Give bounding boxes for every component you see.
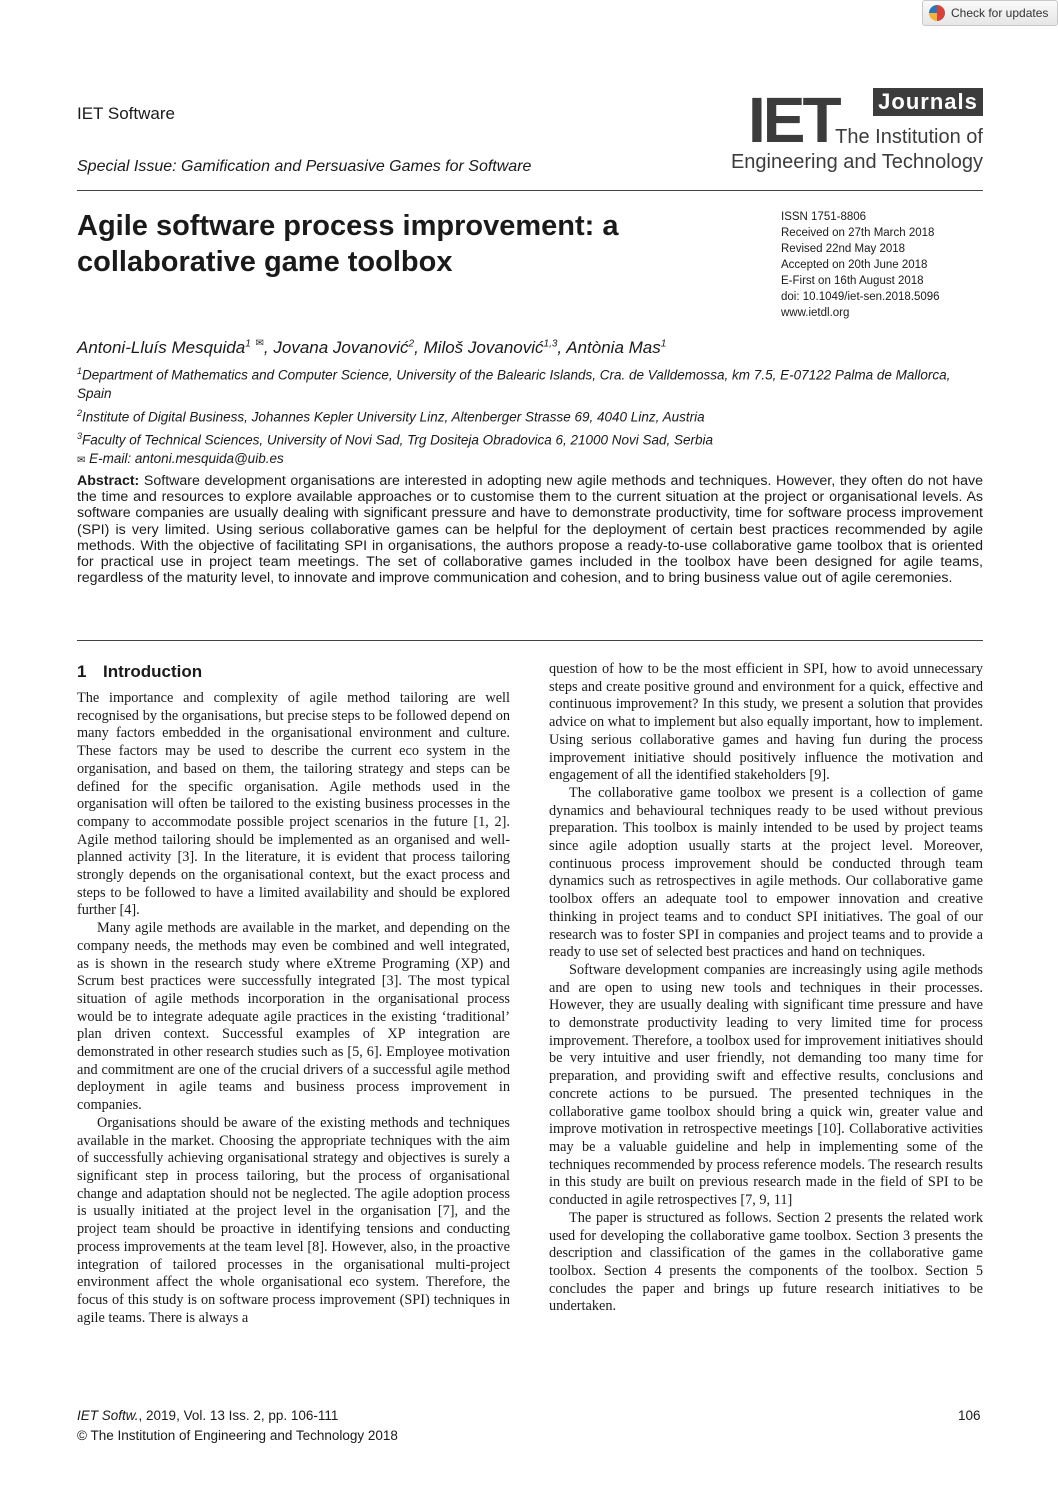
check-for-updates-button[interactable] (922, 0, 1058, 26)
abstract-divider (77, 640, 983, 641)
issn: ISSN 1751-8806 (781, 211, 867, 223)
section-number: 1 (77, 662, 87, 681)
author-name: Jovana Jovanović (273, 338, 409, 357)
author-name: Antònia Mas (566, 338, 661, 357)
affiliation: $^1$Department of Mathematics and Computer Science, University of the Balearic Islands, Cra. de Valldemossa, km 7.5, E-07122 Palma de Mallorca, Spain (77, 366, 951, 401)
paragraph: The collaborative game toolbox we present is a collection of game dynamics and behavioural techniques ready to be used without previous preparation. This toolbox is mainly intended to be used by project teams since agile adoption usually starts at the project level. Moreover, continuous process improvement should be conducted through team dynamics such as retrospectives in agile methods. Our collaborative game toolbox offers an adequate tool to empower innovation and creative thinking in project teams and to conduct SPI initiatives. The goal of our research was to foster SPI in companies and project teams and to provide a ready to use set of selected best practices and hand on techniques. (549, 784, 983, 961)
affiliations (77, 362, 977, 470)
author-affiliation-mark: 2 (408, 338, 415, 350)
paragraph: Many agile methods are available in the market, and depending on the company needs, the methods may even be combined and well integrated, as is shown in the research study where eXtreme Programing (XP) and Scrum best practices were successfully integrated [3]. The most typical situation of agile methods incorporation in the organisational process would be to integrate adequate agile practices in the existing ‘traditional’ plan driven context. Successful examples of XP integration are demonstrated in other research studies such as [5, 6]. Employee motivation and commitment are one of the crucial drivers of a successful agile method deployment in agile teams and business process improvement in companies. (77, 920, 510, 1114)
envelope-icon: ✉ (255, 338, 264, 350)
envelope-icon: ✉ (77, 454, 86, 466)
body-column-left (77, 690, 510, 1327)
citation-details: , 2019, Vol. 13 Iss. 2, pp. 106-111 (138, 1408, 339, 1423)
paragraph: The importance and complexity of agile method tailoring are well recognised by the organisations, but precise steps to be followed depend on many factors embedded in the organisational environment and culture. These factors may be used to describe the current eco system in the organisation, and based on them, the tailoring strategy and steps can be defined for the specific organisation. Agile methods used in the organisation will often be tailored to the existing business processes in the company to accommodate possible project scenarios in the future [1, 2]. Agile method tailoring should be implemented as an organised and well-planned activity [3]. In the literature, it is evident that process tailoring strongly depends on the organisational context, but the exact process and steps to be followed to have a limited availability and should be explored further [4]. (77, 690, 510, 919)
affiliation: $^2$Institute of Digital Business, Johannes Kepler University Linz, Altenberger Strasse 69, 4040 Linz, Austria (77, 407, 705, 424)
efirst-date: E-First on 16th August 2018 (781, 275, 924, 287)
paragraph: The paper is structured as follows. Section 2 presents the related work used for developing the collaborative game toolbox. Section 3 presents the description and classification of the games in the collaborative game toolbox. Section 4 presents the components of the toolbox. Section 5 concludes the paper and brings up future research initiatives to be undertaken. (549, 1209, 983, 1315)
article-metadata (781, 209, 940, 321)
special-issue-line: Special Issue: Gamification and Persuasive Games for Software (77, 158, 532, 175)
section-heading (77, 662, 202, 682)
abstract-label: Abstract: (77, 473, 140, 489)
iet-journals-logo (730, 84, 983, 176)
author-affiliation-mark: 1,3 (543, 338, 558, 350)
institution-name-line-2: Engineering and Technology (730, 151, 983, 173)
abstract-text: Software development organisations are interested in adopting new agile methods and techniques. However, they often do not have the time and resources to explore available approaches or to customise them to the current situation at the project or organisational levels. As software companies are usually dealing with significant pressure and have to demonstrate productivity, time for software process improvement (SPI) is very limited. Using serious collaborative games can be helpful for the deployment of certain best practices recommended by agile methods. With the objective of facilitating SPI in organisations, the authors propose a ready-to-use collaborative game toolbox that is oriented for practical use in project team meetings. The set of collaborative games included in the toolbox have been designed for agile teams, regardless of the maturity level, to innovate and improve communication and cohesion, and to bring business value out of agile ceremonies. (77, 473, 983, 587)
crossmark-icon (929, 5, 945, 21)
section-title: Introduction (103, 662, 203, 681)
author-list: Antoni-Lluís Mesquida$^1$ ✉, Jovana Jovanović$^2$, Miloš Jovanović$^{1,3}$, Antònia Mas$^1$ (77, 338, 667, 357)
author-affiliation-mark: 1 (660, 338, 667, 350)
paragraph: Software development companies are increasingly using agile methods and are open to using new tools and techniques in their processes. However, they are usually dealing with significant time pressure and have to demonstrate productivity leading to very limited time for process improvement. Therefore, a toolbox used for improvement initiatives should be very intuitive and user friendly, not demanding too many time for preparation, and providing swift and effective results, conclusions and concrete actions to be pursued. The presented techniques in the collaborative game toolbox should bring a quick win, greater value and improve motivation in retrospective meetings [10]. Collaborative activities may be a valuable guideline and help in implementing some of the techniques recommended by process reference models. The research results in this study are built on previous research made in the field of SPI to be conducted in agile retrospectives [7, 9, 11] (549, 961, 983, 1209)
header-divider (77, 190, 983, 191)
iet-logo-letters: IET (748, 84, 839, 156)
citation-footer (77, 1408, 338, 1423)
abstract (77, 473, 983, 586)
journal-name: IET Software (77, 104, 175, 123)
page-number: 106 (958, 1408, 981, 1423)
paragraph: Organisations should be aware of the existing methods and techniques available in the market. Choosing the appropriate techniques with the aim of successfully achieving organisational strategy and objectives is surely a significant step in process tailoring, but the process of organisational change and adaptation should not be neglected. The agile adoption process is usually initiated at the project level in the organisation [7], and the project team should be proactive in identifying tensions and conducting process improvements at the team level [8]. However, also, in the proactive integration of tailored processes in the organisational multi-project environment affect the whole organisational eco system. Therefore, the focus of this study is on software process improvement (SPI) techniques in agile teams. There is always a (77, 1114, 510, 1326)
revised-date: Revised 22nd May 2018 (781, 243, 906, 255)
accepted-date: Accepted on 20th June 2018 (781, 259, 928, 271)
citation-journal: IET Softw. (77, 1408, 139, 1423)
copyright-footer: © The Institution of Engineering and Technology 2018 (77, 1428, 398, 1443)
journals-badge: Journals (873, 88, 983, 116)
affiliation: $^3$Faculty of Technical Sciences, University of Novi Sad, Trg Dositeja Obradovica 6, 21000 Novi Sad, Serbia (77, 430, 714, 447)
institution-name-line-1: The Institution of (835, 126, 983, 148)
paper-title: Agile software process improvement: a collaborative game toolbox (77, 210, 619, 278)
check-for-updates-label: Check for updates (951, 6, 1049, 20)
author-name: Miloš Jovanović (423, 338, 544, 357)
corresponding-email: ✉ E-mail: antoni.mesquida@uib.es (77, 450, 284, 466)
received-date: Received on 27th March 2018 (781, 227, 935, 239)
doi[interactable]: doi: 10.1049/iet-sen.2018.5096 (781, 291, 940, 303)
author-affiliation-mark: 1 (245, 338, 251, 350)
website-link[interactable]: www.ietdl.org (781, 307, 850, 319)
author-name: Antoni-Lluís Mesquida (77, 338, 246, 357)
paragraph: question of how to be the most efficient in SPI, how to avoid unnecessary steps and create positive ground and environment for a quick, effective and continuous improvement? In this study, we present a solution that provides advice on what to implement but also equally important, how to implement. Using serious collaborative games and having fun during the process improvement initiative should positively influence the motivation and engagement of all the identified stakeholders [9]. (549, 661, 983, 784)
body-column-right (549, 661, 983, 1316)
